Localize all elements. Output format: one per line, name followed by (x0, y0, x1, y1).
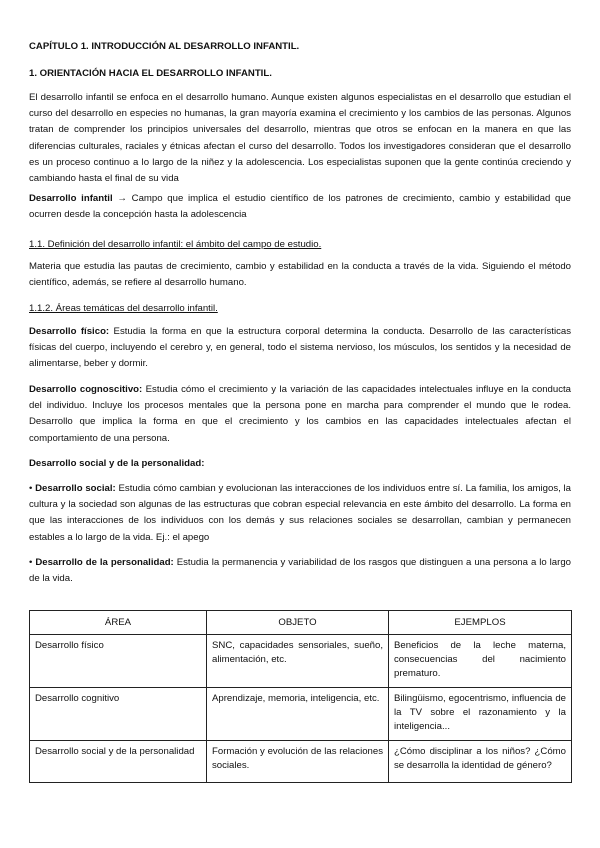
area-personalidad-text: Estudia la permanencia y variabilidad de los rasgos que distinguen a una persona a lo largo de la vida. (29, 557, 571, 585)
definition-paragraph (29, 191, 571, 223)
subsection-1-1-2-title: 1.1.2. Áreas temáticas del desarrollo infantil. (29, 303, 218, 314)
table-cell: Desarrollo social y de la personalidad (30, 741, 207, 783)
definition-text: Campo que implica el estudio científico de los patrones de crecimiento, cambio y estabilidad que ocurren desde la concepción hasta la adolescencia (29, 193, 572, 221)
subsection-1-1-title: 1.1. Definición del desarrollo infantil: el ámbito del campo de estudio. (29, 239, 322, 250)
bullet-icon: • (29, 483, 33, 494)
section-title: 1. ORIENTACIÓN HACIA EL DESARROLLO INFANTIL. (29, 68, 272, 79)
arrow-icon: → (117, 193, 127, 204)
area-cognitivo-paragraph (29, 382, 571, 447)
table-header-objeto: OBJETO (207, 611, 389, 635)
area-cognitivo-term: Desarrollo cognoscitivo: (29, 384, 143, 395)
intro-paragraph: El desarrollo infantil se enfoca en el desarrollo humano. Aunque existen algunos especialistas en el desarrollo que estudian el curso del desarrollo en especies no humanas, la gran mayoría examina el crecimiento y los cambios de las personas. Algunos tratan de comprender los principios universales del desarrollo, mientras que otros se enfocan en la manera en que las diferencias culturales, raciales y étnicas afectan el curso del desarrollo. Todos los investigadores consideran que el desarrollo es un proceso continuo a lo largo de la niñez y la adolescencia. Los especialistas suponen que la gente continúa creciendo y cambiando hasta el final de su vida (29, 92, 571, 185)
table-cell: Bilingüismo, egocentrismo, influencia de la TV sobre el razonamiento y la inteligencia... (389, 688, 572, 741)
table-cell: Beneficios de la leche materna, consecuencias del nacimiento prematuro. (389, 635, 572, 688)
chapter-title: CAPÍTULO 1. INTRODUCCIÓN AL DESARROLLO INFANTIL. (29, 41, 300, 52)
area-cognitivo-text: Estudia cómo el crecimiento y la variación de las capacidades intelectuales influye en la conducta del individuo. Incluye los procesos mentales que la persona pone en marcha para comprender el mundo que le rodea. Desarrollo que implica la forma en que el crecimiento y los cambios en las capacidades intelectuales afectan el comportamiento de una persona. (29, 384, 571, 444)
table-cell: SNC, capacidades sensoriales, sueño, alimentación, etc. (207, 635, 389, 688)
area-fisico-term: Desarrollo físico: (29, 326, 110, 337)
area-fisico-text: Estudia la forma en que la estructura corporal determina la conducta. Desarrollo de las características físicas del cuerpo, incluyendo el cerebro y, en general, todo el sistema nervioso, los músculos, los sentidos y la necesidad de alimentarse, beber y dormir. (29, 326, 572, 370)
table-cell: Aprendizaje, memoria, inteligencia, etc. (207, 688, 389, 741)
table-row (30, 688, 572, 741)
table-header-row (30, 611, 572, 635)
area-personalidad-paragraph (29, 555, 571, 587)
area-social-term: Desarrollo social: (35, 483, 116, 494)
subsection-1-1-text: Materia que estudia las pautas de crecimiento, cambio y estabilidad en la conducta a través de la vida. Siguiendo el método científico, además, se refiere al desarrollo humano. (29, 261, 571, 289)
table-cell: Desarrollo físico (30, 635, 207, 688)
area-social-paragraph (29, 481, 571, 546)
area-fisico-paragraph (29, 324, 571, 373)
table-cell: Desarrollo cognitivo (30, 688, 207, 741)
table-cell: Formación y evolución de las relaciones sociales. (207, 741, 389, 783)
table-row (30, 741, 572, 783)
area-social-text: Estudia cómo cambian y evolucionan las interacciones de los individuos entre sí. La familia, los amigos, la cultura y la sociedad son algunas de las estructuras que cobran especial relevancia en este ámbito del desarrollo. La forma en que las interacciones de los individuos con los demás y sus relaciones sociales se desarrollan, cambian y permanecen estables a lo largo de la vida. Ej.: el apego (29, 483, 572, 543)
area-personalidad-term: Desarrollo de la personalidad: (35, 557, 174, 568)
area-social-heading: Desarrollo social y de la personalidad: (29, 458, 205, 469)
definition-term: Desarrollo infantil (29, 193, 113, 204)
bullet-icon: • (29, 557, 33, 568)
table-header-ejemplos: EJEMPLOS (389, 611, 572, 635)
areas-table (29, 610, 572, 783)
table-cell: ¿Cómo disciplinar a los niños? ¿Cómo se desarrolla la identidad de género? (389, 741, 572, 783)
table-header-area: ÁREA (30, 611, 207, 635)
table-row (30, 635, 572, 688)
